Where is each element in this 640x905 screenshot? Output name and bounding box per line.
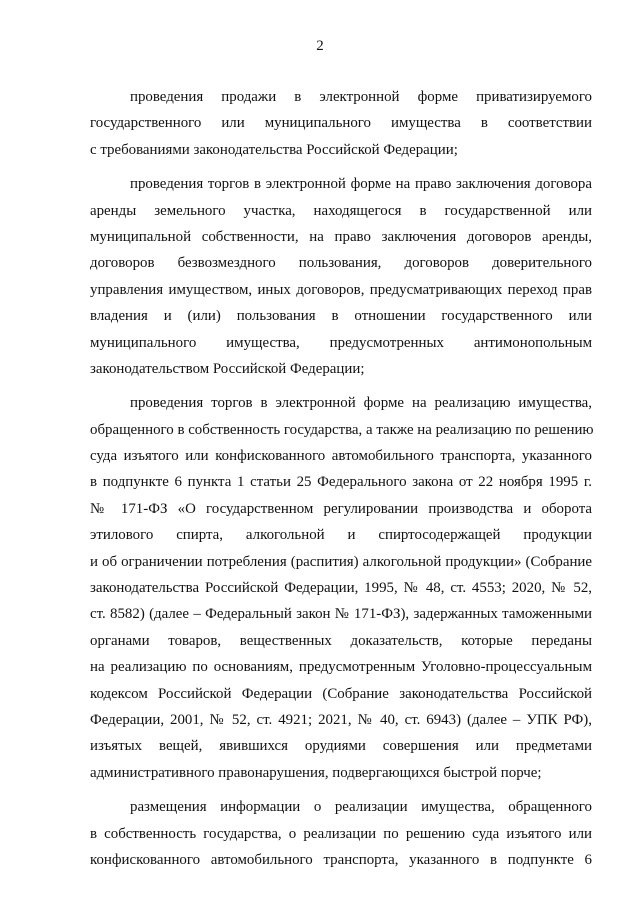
- text-line: ст. 8582) (далее – Федеральный закон № 171-ФЗ), задержанных таможенными: [90, 606, 592, 623]
- text-line: № 171-ФЗ «О государственном регулировании производства и оборота: [90, 500, 592, 517]
- text-line: и об ограничении потребления (распития) алкогольной продукции» (Собрание: [90, 553, 592, 570]
- text-line: суда изъятого или конфискованного автомобильного транспорта, указанного: [90, 448, 592, 465]
- text-line: на реализацию по основаниям, предусмотренным Уголовно-процессуальным: [90, 659, 592, 676]
- text-line: муниципального имущества, предусмотренных антимонопольным: [90, 334, 592, 351]
- text-line: органами товаров, вещественных доказательств, которые переданы: [90, 632, 592, 649]
- text-line: государственного или муниципального имущества в соответствии: [90, 115, 592, 132]
- text-line: владения и (или) пользования в отношении государственного или: [90, 308, 592, 325]
- text-line: проведения торгов в электронной форме на право заключения договора: [130, 176, 592, 193]
- document-body: [90, 84, 592, 873]
- text-line: административного правонарушения, подвергающихся быстрой порче;: [90, 764, 542, 781]
- text-line: проведения продажи в электронной форме приватизируемого: [130, 89, 592, 105]
- page-number: 2: [316, 38, 324, 54]
- text-line: этилового спирта, алкогольной и спиртосодержащей продукции: [90, 527, 592, 544]
- text-line: аренды земельного участка, находящегося в государственной или: [90, 202, 592, 219]
- text-line: размещения информации о реализации имущества, обращенного: [130, 799, 592, 816]
- text-line: муниципальной собственности, на право заключения договоров аренды,: [90, 228, 592, 245]
- text-line: конфискованного автомобильного транспорта, указанного в подпункте 6: [90, 851, 592, 868]
- text-line: в подпункте 6 пункта 1 статьи 25 Федерального закона от 22 ноября 1995 г.: [90, 474, 592, 491]
- text-line: договоров безвозмездного пользования, договоров доверительного: [90, 255, 592, 272]
- text-line: законодательства Российской Федерации, 1995, № 48, ст. 4553; 2020, № 52,: [90, 580, 592, 597]
- text-line: законодательством Российской Федерации;: [90, 360, 365, 377]
- text-line: кодексом Российской Федерации (Собрание законодательства Российской: [90, 685, 592, 702]
- text-line: в собственность государства, о реализации по решению суда изъятого или: [90, 825, 592, 842]
- text-line: с требованиями законодательства Российской Федерации;: [90, 141, 458, 158]
- text-line: изъятых вещей, явившихся орудиями совершения или предметами: [90, 738, 592, 755]
- text-line: проведения торгов в электронной форме на реализацию имущества,: [130, 395, 592, 412]
- text-line: Федерации, 2001, № 52, ст. 4921; 2021, № 40, ст. 6943) (далее – УПК РФ),: [90, 711, 592, 728]
- text-line: обращенного в собственность государства, а также на реализацию по решению: [90, 421, 594, 438]
- text-line: управления имуществом, иных договоров, предусматривающих переход прав: [90, 281, 592, 298]
